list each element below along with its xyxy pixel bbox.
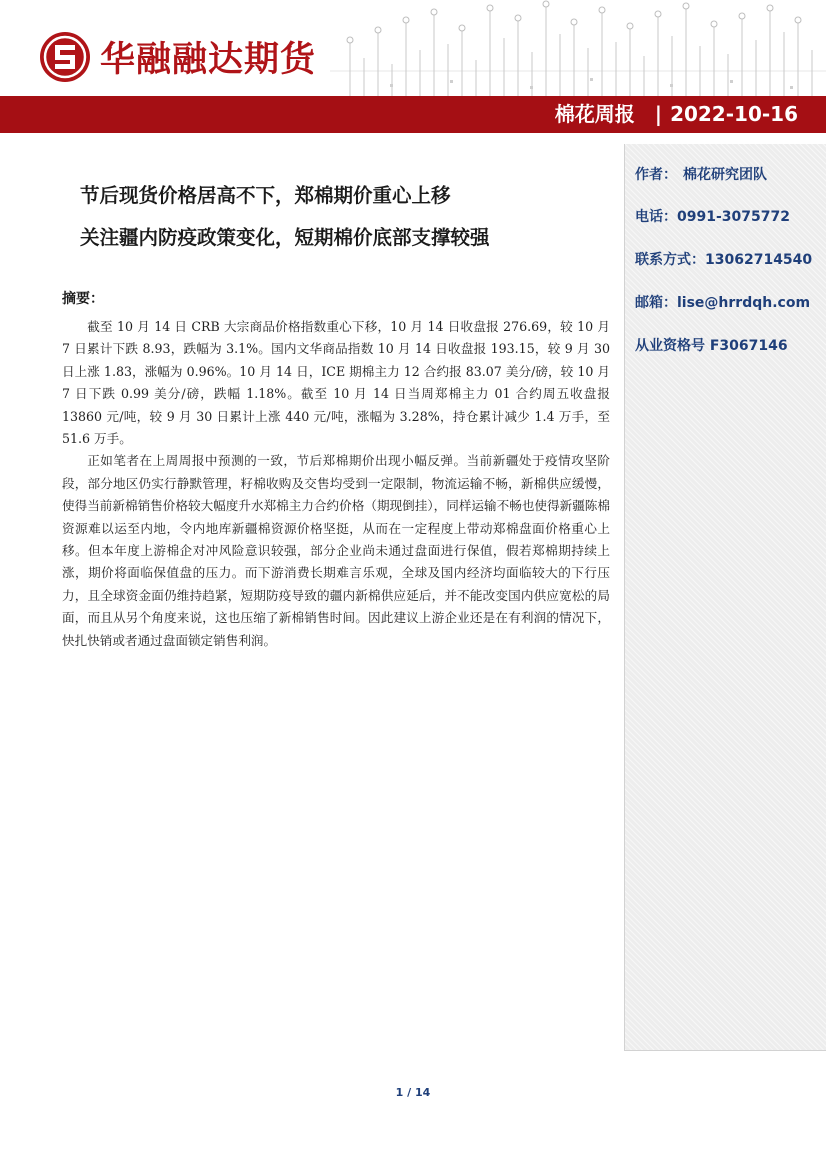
header-banner — [0, 96, 826, 133]
phone-value: 0991-3075772 — [677, 209, 790, 225]
abstract-paragraph-1: 截至 10 月 14 日 CRB 大宗商品价格指数重心下移，10 月 14 日收盘报 276.69，较 10 月 7 日累计下跌 8.93，跌幅为 3.1%。国内文华商品指数 10 月 14 日收盘报 193.15，较 9 月 30 日上涨 1.83，涨幅为 0.96%。10 月 14 日，ICE 期棉主力 12 合约报 83.07 美分/磅，较 10 月 7 日下跌 0.99 美分/磅，跌幅 1.18%。截至 10 月 14 日当周郑棉主力 01 合约周五收盘报 13860 元/吨，较 9 月 30 日累计上涨 440 元/吨，涨幅为 3.28%，持仓累计减少 1.4 万手，至 51.6 万手。 — [62, 319, 610, 447]
phone-line — [635, 206, 790, 226]
contact-value: 13062714540 — [705, 252, 813, 268]
company-name: 华融融达期货 — [100, 40, 317, 80]
author-sidebar — [624, 144, 826, 1051]
author-label: 作者： — [635, 167, 677, 183]
contact-line — [635, 249, 812, 269]
report-title-line-1: 节后现货价格居高不下，郑棉期价重心上移 — [80, 184, 451, 207]
license-number: 从业资格号 F3067146 — [635, 338, 788, 354]
email-label: 邮箱： — [635, 295, 677, 311]
author-line — [635, 164, 767, 184]
abstract-label: 摘要： — [62, 291, 104, 307]
header-decoration — [330, 0, 826, 96]
report-title-line-2: 关注疆内防疫政策变化，短期棉价底部支撑较强 — [80, 226, 490, 249]
banner-text — [555, 96, 798, 133]
banner-separator: | — [654, 102, 663, 126]
company-logo-icon — [38, 30, 92, 84]
contact-label: 联系方式： — [635, 252, 705, 268]
email-value[interactable]: lise@hrrdqh.com — [677, 295, 811, 311]
page-number: 1 / 14 — [395, 1086, 431, 1099]
report-type: 棉花周报 — [554, 102, 635, 126]
phone-label: 电话： — [635, 209, 677, 225]
email-line — [635, 292, 810, 312]
report-date: 2022-10-16 — [670, 102, 798, 126]
author-value: 棉花研究团队 — [683, 167, 767, 183]
abstract-paragraph-2: 正如笔者在上周周报中预测的一致，节后郑棉期价出现小幅反弹。当前新疆处于疫情攻坚阶段，部分地区仍实行静默管理，籽棉收购及交售均受到一定限制，物流运输不畅，新棉供应缓慢，使得当前新棉销售价格较大幅度升水郑棉主力合约价格（期现倒挂），同样运输不畅也使得新疆陈棉资源难以运至内地，令内地库新疆棉资源价格坚挺，从而在一定程度上带动郑棉盘面价格重心上移。但本年度上游棉企对冲风险意识较强，部分企业尚未通过盘面进行保值，假若郑棉期持续上涨，期价将面临保值盘的压力。而下游消费长期难言乐观，全球及国内经济均面临较大的下行压力，且全球资金面仍维持趋紧，短期防疫导致的疆内新棉供应延后，并不能改变国内供应宽松的局面，而且从另个角度来说，这也压缩了新棉销售时间。因此建议上游企业还是在有利润的情况下，快扎快销或者通过盘面锁定销售利润。 — [62, 453, 610, 648]
company-logo — [38, 30, 316, 84]
abstract-body — [62, 316, 610, 652]
